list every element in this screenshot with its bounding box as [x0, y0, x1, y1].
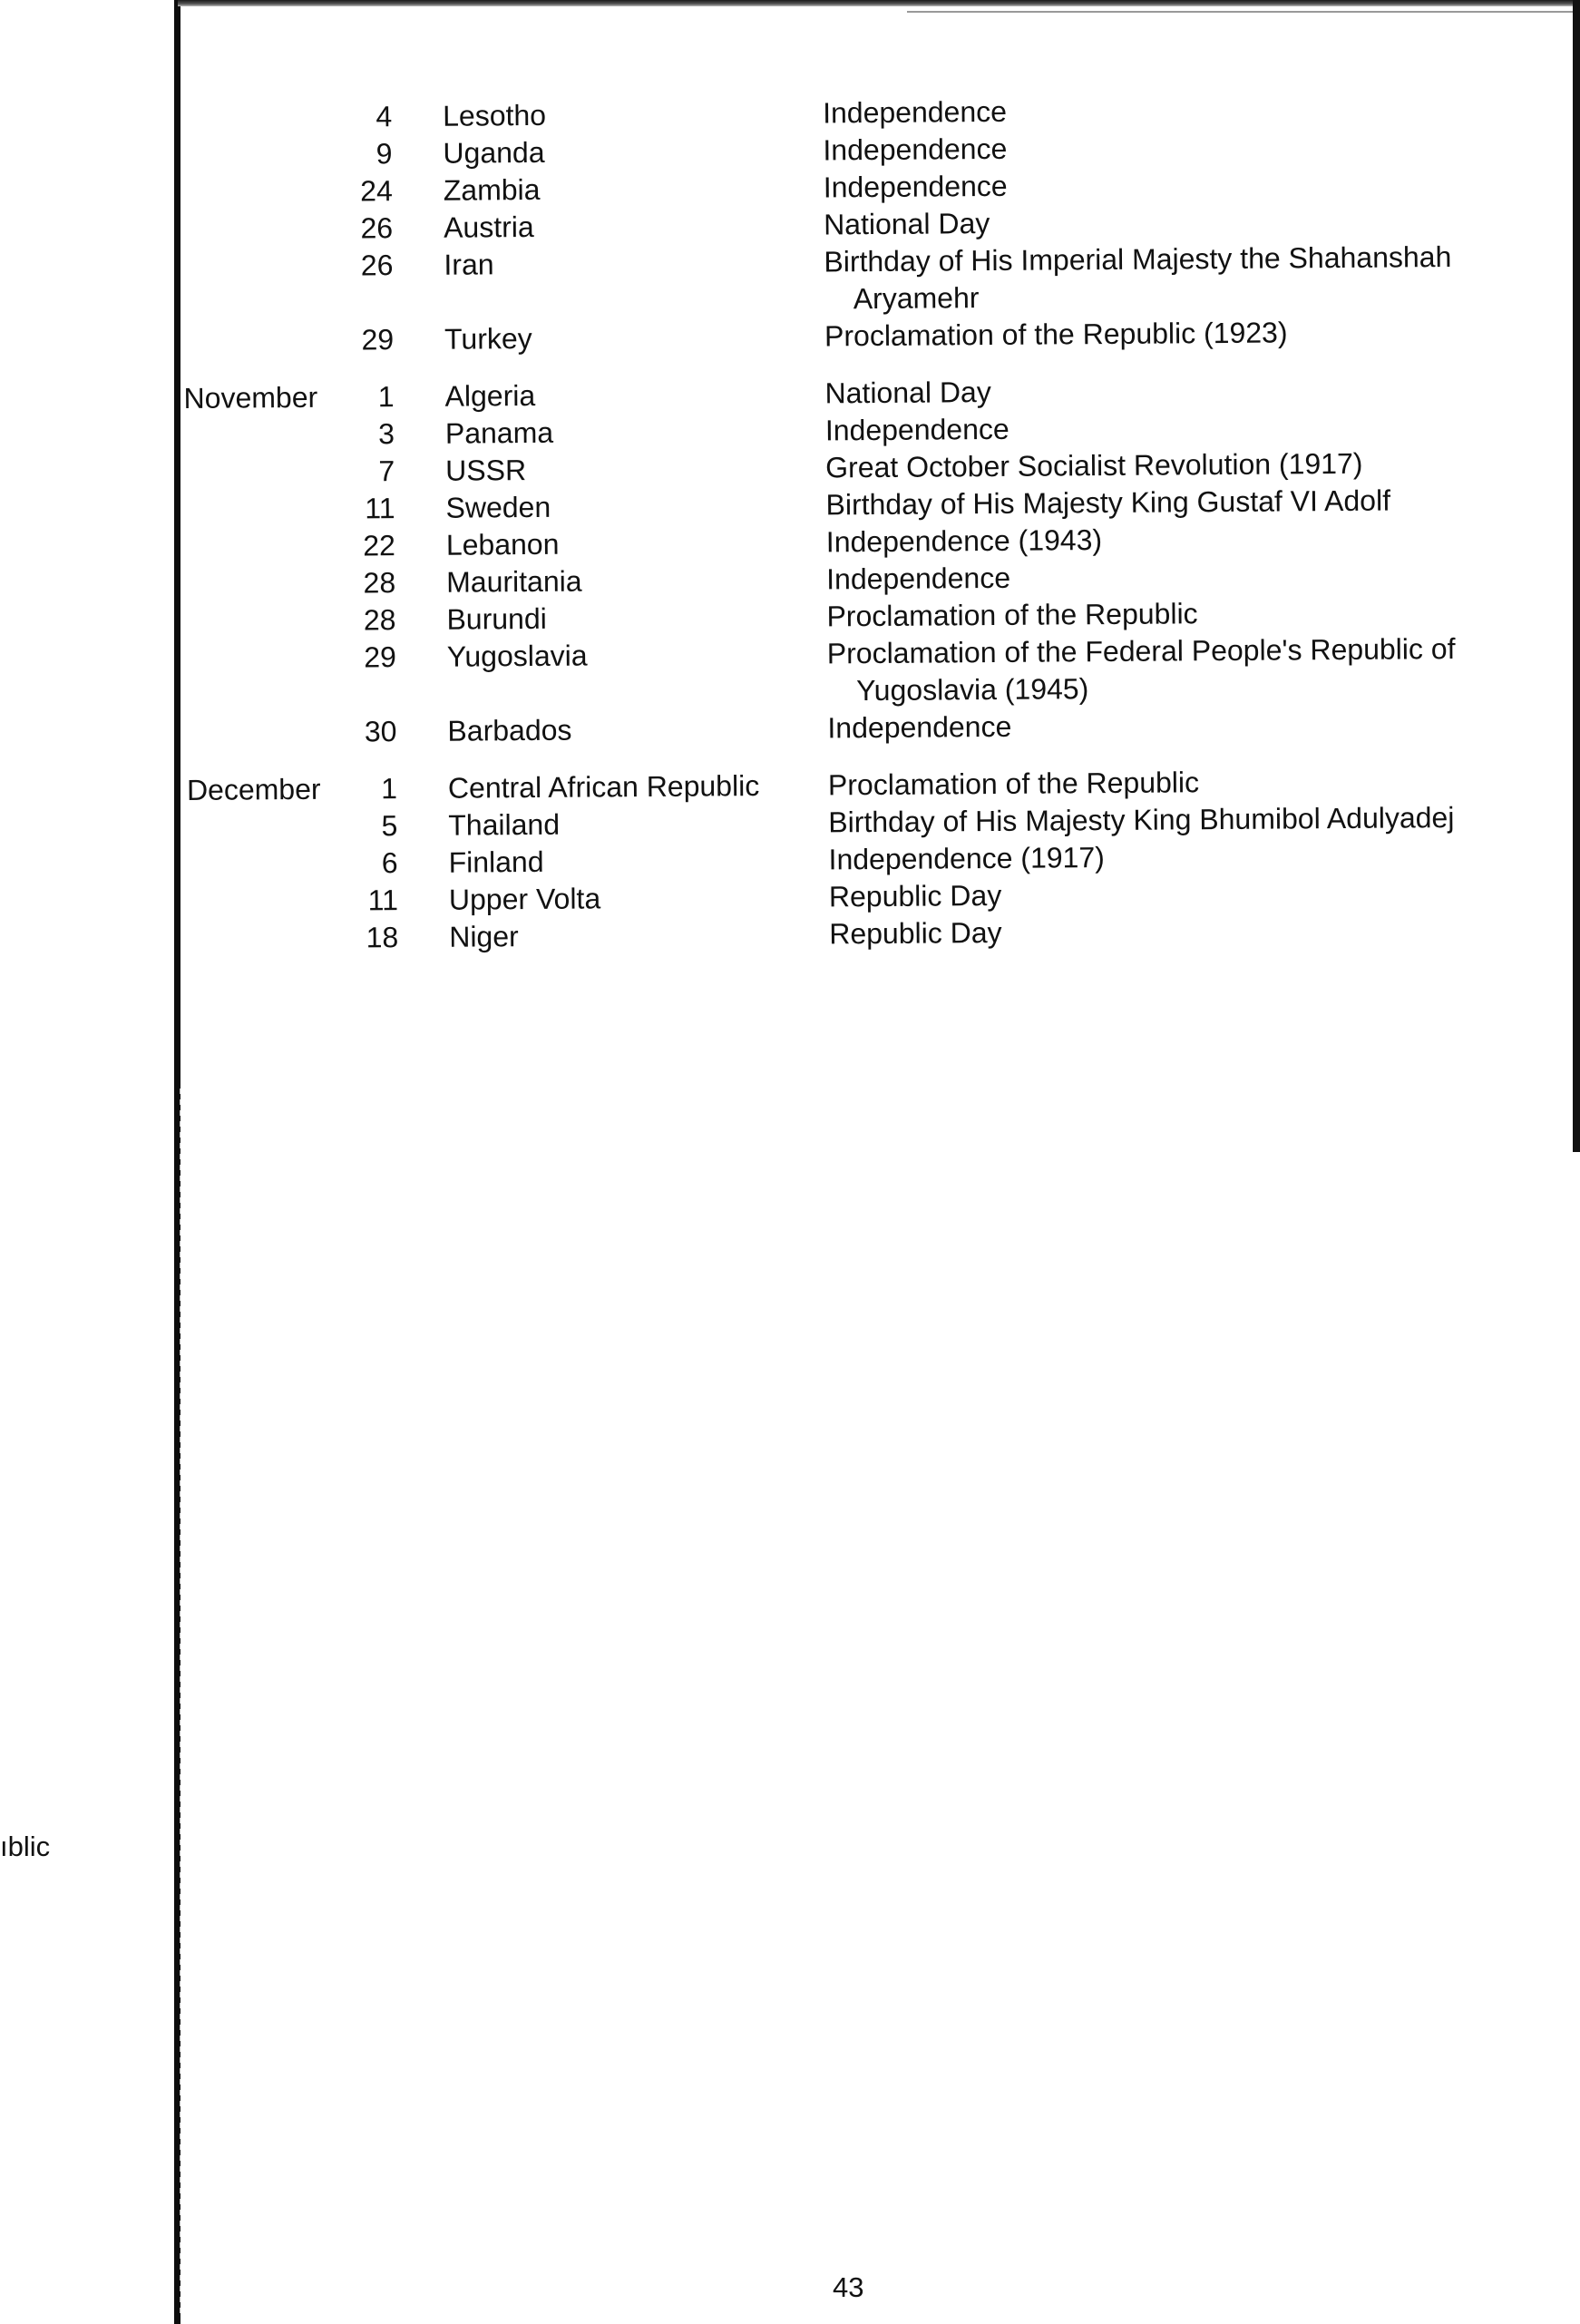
month-label	[183, 322, 339, 323]
country-name: Upper Volta	[448, 882, 601, 916]
facing-page-fragment: ıblic	[0, 1831, 51, 1862]
national-days-listing	[181, 89, 1549, 978]
occasion-text: Republic Day	[829, 915, 1002, 951]
listing-row	[182, 238, 1544, 323]
day-number: 5	[381, 809, 398, 843]
occasion-text: National Day	[823, 207, 990, 241]
day-number: 30	[364, 715, 397, 748]
day-number: 29	[364, 640, 396, 674]
country-name: Zambia	[443, 172, 541, 207]
occasion-text: Independence (1943)	[825, 523, 1103, 559]
country-name: Yugoslavia	[446, 639, 588, 673]
page-right-edge	[1573, 0, 1580, 1152]
country-name: Iran	[444, 248, 494, 281]
country-name: Burundi	[446, 601, 547, 636]
month-label	[187, 845, 343, 846]
country-name: Panama	[444, 415, 554, 450]
day-number: 6	[381, 846, 398, 880]
country-name: Lesotho	[443, 98, 547, 132]
day-number: 1	[381, 772, 398, 806]
month-group	[187, 761, 1549, 958]
month-group	[183, 369, 1546, 752]
country-name: Sweden	[445, 490, 551, 524]
country-name: Thailand	[448, 807, 561, 842]
occasion-text: Great October Socialist Revolution (1917)	[825, 446, 1363, 484]
month-label	[181, 136, 337, 137]
day-number: 3	[377, 417, 395, 451]
month-label	[188, 883, 344, 884]
month-label	[181, 99, 337, 100]
month-label	[182, 248, 338, 249]
day-number: 1	[377, 380, 395, 414]
listing-row	[186, 630, 1547, 715]
country-name: Central African Republic	[447, 769, 760, 805]
occasion-text: Independence	[826, 561, 1011, 596]
page-top-border	[178, 0, 1580, 6]
month-label	[186, 714, 342, 715]
day-number: 29	[361, 323, 395, 356]
day-number: 9	[375, 137, 393, 171]
day-number: 28	[363, 566, 396, 600]
occasion-text: Independence	[824, 412, 1009, 447]
occasion-text: Independence (1917)	[828, 841, 1105, 876]
occasion-text: Republic Day	[828, 878, 1002, 913]
day-number: 24	[360, 174, 393, 208]
month-group	[181, 89, 1544, 360]
day-number: 4	[375, 100, 393, 133]
country-name: Niger	[449, 920, 519, 953]
month-label: November	[183, 380, 318, 415]
occasion-text: Birthday of His Imperial Majesty the Shahanshah Aryamehr	[824, 240, 1452, 316]
occasion-text: Proclamation of the Federal People's Republic of Yugoslavia (1945)	[826, 631, 1456, 708]
month-label	[182, 210, 338, 211]
country-name: Austria	[443, 210, 534, 244]
occasion-text: Proclamation of the Republic (1923)	[824, 316, 1288, 353]
month-label	[182, 173, 338, 174]
month-label	[188, 920, 344, 921]
day-number: 18	[366, 921, 399, 954]
occasion-text: Independence	[827, 709, 1012, 745]
month-label	[185, 565, 341, 566]
country-name: Mauritania	[446, 564, 582, 599]
occasion-text: Birthday of His Majesty King Gustaf VI Adolf	[825, 483, 1391, 522]
country-name: Lebanon	[445, 527, 560, 561]
country-name: Algeria	[444, 378, 536, 413]
occasion-text: Independence	[823, 132, 1008, 167]
occasion-text: Proclamation of the Republic	[827, 766, 1200, 802]
occasion-text: Proclamation of the Republic	[826, 597, 1198, 633]
country-name: Finland	[448, 845, 544, 879]
country-name: Uganda	[443, 135, 545, 170]
occasion-text: Birthday of His Majesty King Bhumibol Adulyadej	[828, 801, 1455, 839]
day-number: 26	[360, 249, 394, 282]
country-name: USSR	[445, 454, 527, 487]
day-number: 11	[367, 884, 399, 917]
day-number: 11	[365, 492, 395, 525]
occasion-text: National Day	[824, 375, 991, 410]
month-label	[184, 491, 340, 492]
occasion-text: Independence	[822, 94, 1008, 130]
page-number: 43	[833, 2271, 864, 2303]
country-name: Turkey	[444, 321, 532, 356]
day-number: 28	[363, 603, 396, 637]
occasion-text: Independence	[823, 169, 1008, 204]
month-label	[185, 528, 341, 529]
page-top-border-thin	[907, 11, 1580, 13]
day-number: 7	[378, 454, 395, 488]
day-number: 26	[360, 211, 394, 245]
country-name: Barbados	[447, 713, 572, 747]
month-label: December	[186, 772, 321, 806]
day-number: 22	[363, 529, 396, 562]
month-label	[185, 602, 341, 603]
